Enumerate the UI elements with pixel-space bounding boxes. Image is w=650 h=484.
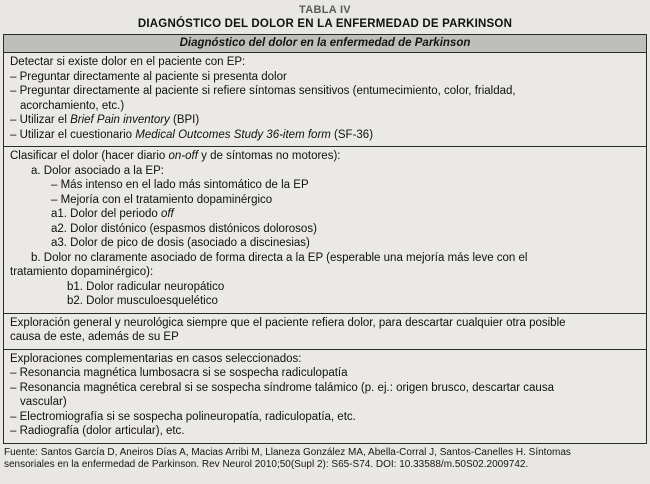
table-line — [10, 294, 640, 309]
table-section — [4, 349, 646, 443]
text: b. Dolor no claramente asociado de forma directa a la EP (esperable una mejoría más leve con el — [31, 251, 528, 264]
table-line — [10, 316, 640, 331]
table-line — [10, 236, 640, 251]
table-line — [10, 330, 640, 345]
table-line — [10, 164, 640, 179]
text: (SF-36) — [330, 128, 374, 141]
text: – Preguntar directamente al paciente si refiere síntomas sensitivos (entumecimiento, color, frialdad, — [10, 85, 516, 97]
text: Detectar si existe dolor en el paciente con EP: — [10, 56, 246, 68]
text: y de síntomas no motores): — [197, 150, 341, 162]
text: a. Dolor asociado a la EP: — [31, 164, 164, 177]
diagnosis-table — [3, 34, 647, 444]
text: – Electromiografía si se sospecha polineuropatía, radiculopatía, etc. — [10, 410, 356, 423]
text: – Resonancia magnética cerebral si se sospecha síndrome talámico (p. ej.: origen brusco, descartar causa — [10, 381, 554, 394]
text: acorchamiento, etc.) — [20, 99, 125, 112]
text: – Resonancia magnética lumbosacra si se sospecha radiculopatía — [10, 367, 348, 379]
table-number: TABLA IV — [299, 4, 351, 16]
table-line — [10, 207, 640, 222]
table-line — [10, 178, 640, 193]
table-line — [10, 113, 640, 128]
table-line — [10, 251, 640, 266]
text: vascular) — [20, 396, 67, 408]
footer-citation — [3, 447, 647, 472]
table-section — [4, 53, 646, 146]
table-line — [10, 352, 640, 367]
table-line — [10, 70, 640, 85]
text: causa de este, además de su EP — [10, 331, 179, 343]
table-line — [10, 99, 640, 114]
table-header: Diagnóstico del dolor en la enfermedad de Parkinson — [4, 35, 646, 53]
table-line — [10, 265, 640, 280]
table-line — [10, 149, 640, 164]
citation-line: Fuente: Santos García D, Aneiros Días A, Macias Arribi M, Llaneza González MA, Abella-Corral J, Santos-Canelles H. Síntomas — [4, 446, 571, 458]
table-sections — [4, 53, 646, 443]
text: – Utilizar el — [10, 114, 71, 126]
table-section — [4, 146, 646, 313]
table-line — [10, 395, 640, 410]
italic-text: Medical Outcomes Study 36-item form — [135, 128, 331, 141]
table-line — [10, 280, 640, 295]
text: – Radiografía (dolor articular), etc. — [10, 425, 185, 437]
text: – Mejoría con el tratamiento dopaminérgico — [51, 193, 273, 206]
text: – Utilizar el cuestionario — [10, 128, 136, 141]
text: Clasificar el dolor (hacer diario — [10, 150, 169, 162]
table-line — [10, 366, 640, 381]
table-line — [10, 193, 640, 208]
text: – Preguntar directamente al paciente si presenta dolor — [10, 70, 287, 83]
text: tratamiento dopaminérgico): — [10, 266, 154, 278]
text: b1. Dolor radicular neuropático — [67, 280, 225, 293]
table-line — [10, 222, 640, 237]
text: a3. Dolor de pico de dosis (asociado a discinesias) — [51, 237, 310, 249]
table-line — [10, 55, 640, 70]
table-line — [10, 381, 640, 396]
text: a1. Dolor del periodo — [51, 208, 161, 220]
table-title-block — [3, 4, 647, 31]
text: b2. Dolor musculoesquelético — [67, 295, 218, 307]
text: (BPI) — [169, 114, 200, 126]
text: – Más intenso en el lado más sintomático de la EP — [51, 179, 309, 191]
table-section — [4, 313, 646, 349]
text: a2. Dolor distónico (espasmos distónicos dolorosos) — [51, 222, 317, 235]
text: Exploración general y neurológica siempre que el paciente refiera dolor, para descartar cualquier otra posible — [10, 316, 566, 329]
table-line — [10, 128, 640, 143]
italic-text: Brief Pain inventory — [70, 114, 170, 126]
table-line — [10, 424, 640, 439]
table-line — [10, 84, 640, 99]
text: Exploraciones complementarias en casos seleccionados: — [10, 352, 302, 365]
citation-line: sensoriales en la enfermedad de Parkinson. Rev Neurol 2010;50(Supl 2): S65-S74. DOI: 10.33588/m.50S02.2009742. — [4, 459, 529, 470]
page-title: DIAGNÓSTICO DEL DOLOR EN LA ENFERMEDAD DE PARKINSON — [137, 18, 513, 30]
table-line — [10, 410, 640, 425]
italic-text: on-off — [168, 150, 198, 162]
italic-text: off — [160, 208, 174, 220]
